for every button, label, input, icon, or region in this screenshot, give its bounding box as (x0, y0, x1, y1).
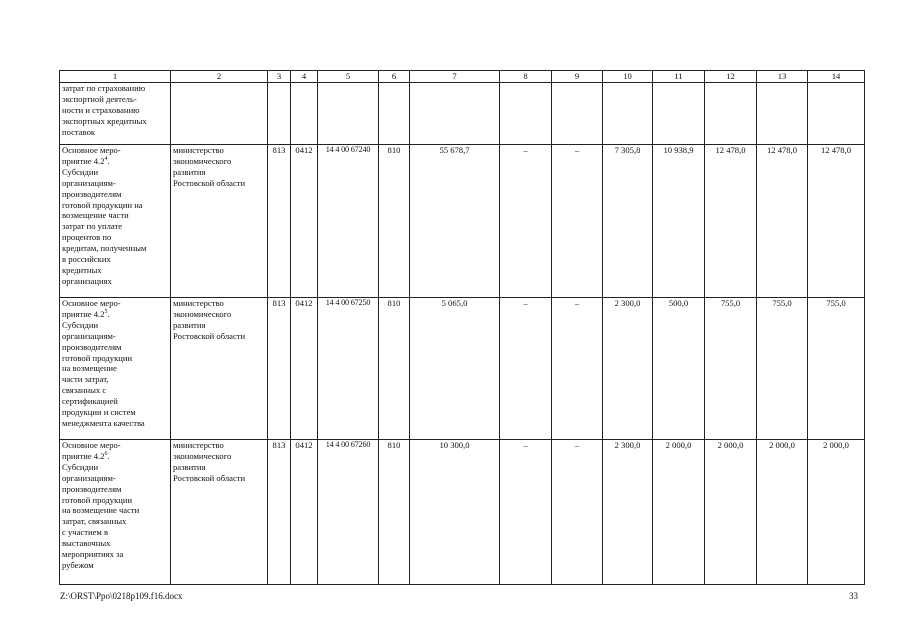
header-cell: 10 (603, 71, 653, 83)
header-cell: 5 (318, 71, 379, 83)
table-row (60, 145, 865, 298)
cell-year: – (552, 440, 603, 585)
cell-year: 2 000,0 (757, 440, 808, 585)
cell-year: 12 478,0 (757, 145, 808, 298)
cell-vr: 810 (379, 298, 410, 440)
continuation-text: затрат по страхованию экспортной деятель- ности и страхованию экспортных кредитных поставок (60, 83, 171, 145)
header-cell: 4 (291, 71, 318, 83)
cell-vr: 810 (379, 145, 410, 298)
table-row-continuation (60, 83, 865, 145)
cell-grbs: 813 (268, 440, 291, 585)
cell-year: 2 300,0 (603, 440, 653, 585)
footer-page-number: 33 (849, 591, 858, 601)
cell-year: 755,0 (705, 298, 757, 440)
footer-file-path: Z:\ORST\Ppo\0218p109.f16.docx (60, 591, 183, 601)
header-cell: 3 (268, 71, 291, 83)
cell-year: – (500, 298, 552, 440)
header-cell: 7 (410, 71, 500, 83)
measure-description: Основное меро- приятие $4.2^6$. Субсидии организациям- производителям готовой продукции на возмещение части затрат, связанных с участием в выставочных мероприятиях за рубежом (60, 440, 171, 585)
cell-year: 2 300,0 (603, 298, 653, 440)
cell-year: – (500, 145, 552, 298)
budget-table (59, 70, 865, 585)
header-cell: 6 (379, 71, 410, 83)
header-cell: 8 (500, 71, 552, 83)
cell-csr: 14 4 00 67260 (318, 440, 379, 585)
cell-year: 7 305,8 (603, 145, 653, 298)
cell-year: 2 000,0 (808, 440, 865, 585)
cell-year: 755,0 (808, 298, 865, 440)
cell-year: – (552, 145, 603, 298)
header-cell: 14 (808, 71, 865, 83)
cell-grbs: 813 (268, 145, 291, 298)
cell-rzpr: 0412 (291, 440, 318, 585)
executor: министерство экономического развития Ростовской области (171, 145, 268, 298)
header-cell: 1 (60, 71, 171, 83)
measure-description: Основное меро- приятие $4.2^4$. Субсидии организациям- производителям готовой продукции на возмещение части затрат по уплате процентов по кредитам, полученным в российских кредитных организациях (60, 145, 171, 298)
cell-year: – (552, 298, 603, 440)
cell-year: 755,0 (757, 298, 808, 440)
header-cell: 11 (653, 71, 705, 83)
cell-year: 12 478,0 (808, 145, 865, 298)
table-row (60, 440, 865, 585)
cell-csr: 14 4 00 67250 (318, 298, 379, 440)
table-header-row (60, 71, 865, 83)
cell-year: – (500, 440, 552, 585)
cell-year: 10 938,9 (653, 145, 705, 298)
cell-year: 12 478,0 (705, 145, 757, 298)
cell-year: 2 000,0 (705, 440, 757, 585)
cell-total: 10 300,0 (410, 440, 500, 585)
header-cell: 13 (757, 71, 808, 83)
header-cell: 9 (552, 71, 603, 83)
header-cell: 2 (171, 71, 268, 83)
cell-year: 500,0 (653, 298, 705, 440)
cell-csr: 14 4 00 67240 (318, 145, 379, 298)
measure-description: Основное меро- приятие $4.2^5$. Субсидии организациям- производителям готовой продукции на возмещение части затрат, связанных с сертификацией продукции и систем менеджмента качества (60, 298, 171, 440)
cell-grbs: 813 (268, 298, 291, 440)
cell-total: 55 678,7 (410, 145, 500, 298)
cell-vr: 810 (379, 440, 410, 585)
cell-rzpr: 0412 (291, 298, 318, 440)
cell-rzpr: 0412 (291, 145, 318, 298)
header-cell: 12 (705, 71, 757, 83)
table-row (60, 298, 865, 440)
executor: министерство экономического развития Ростовской области (171, 298, 268, 440)
cell-total: 5 065,0 (410, 298, 500, 440)
cell-year: 2 000,0 (653, 440, 705, 585)
executor: министерство экономического развития Ростовской области (171, 440, 268, 585)
